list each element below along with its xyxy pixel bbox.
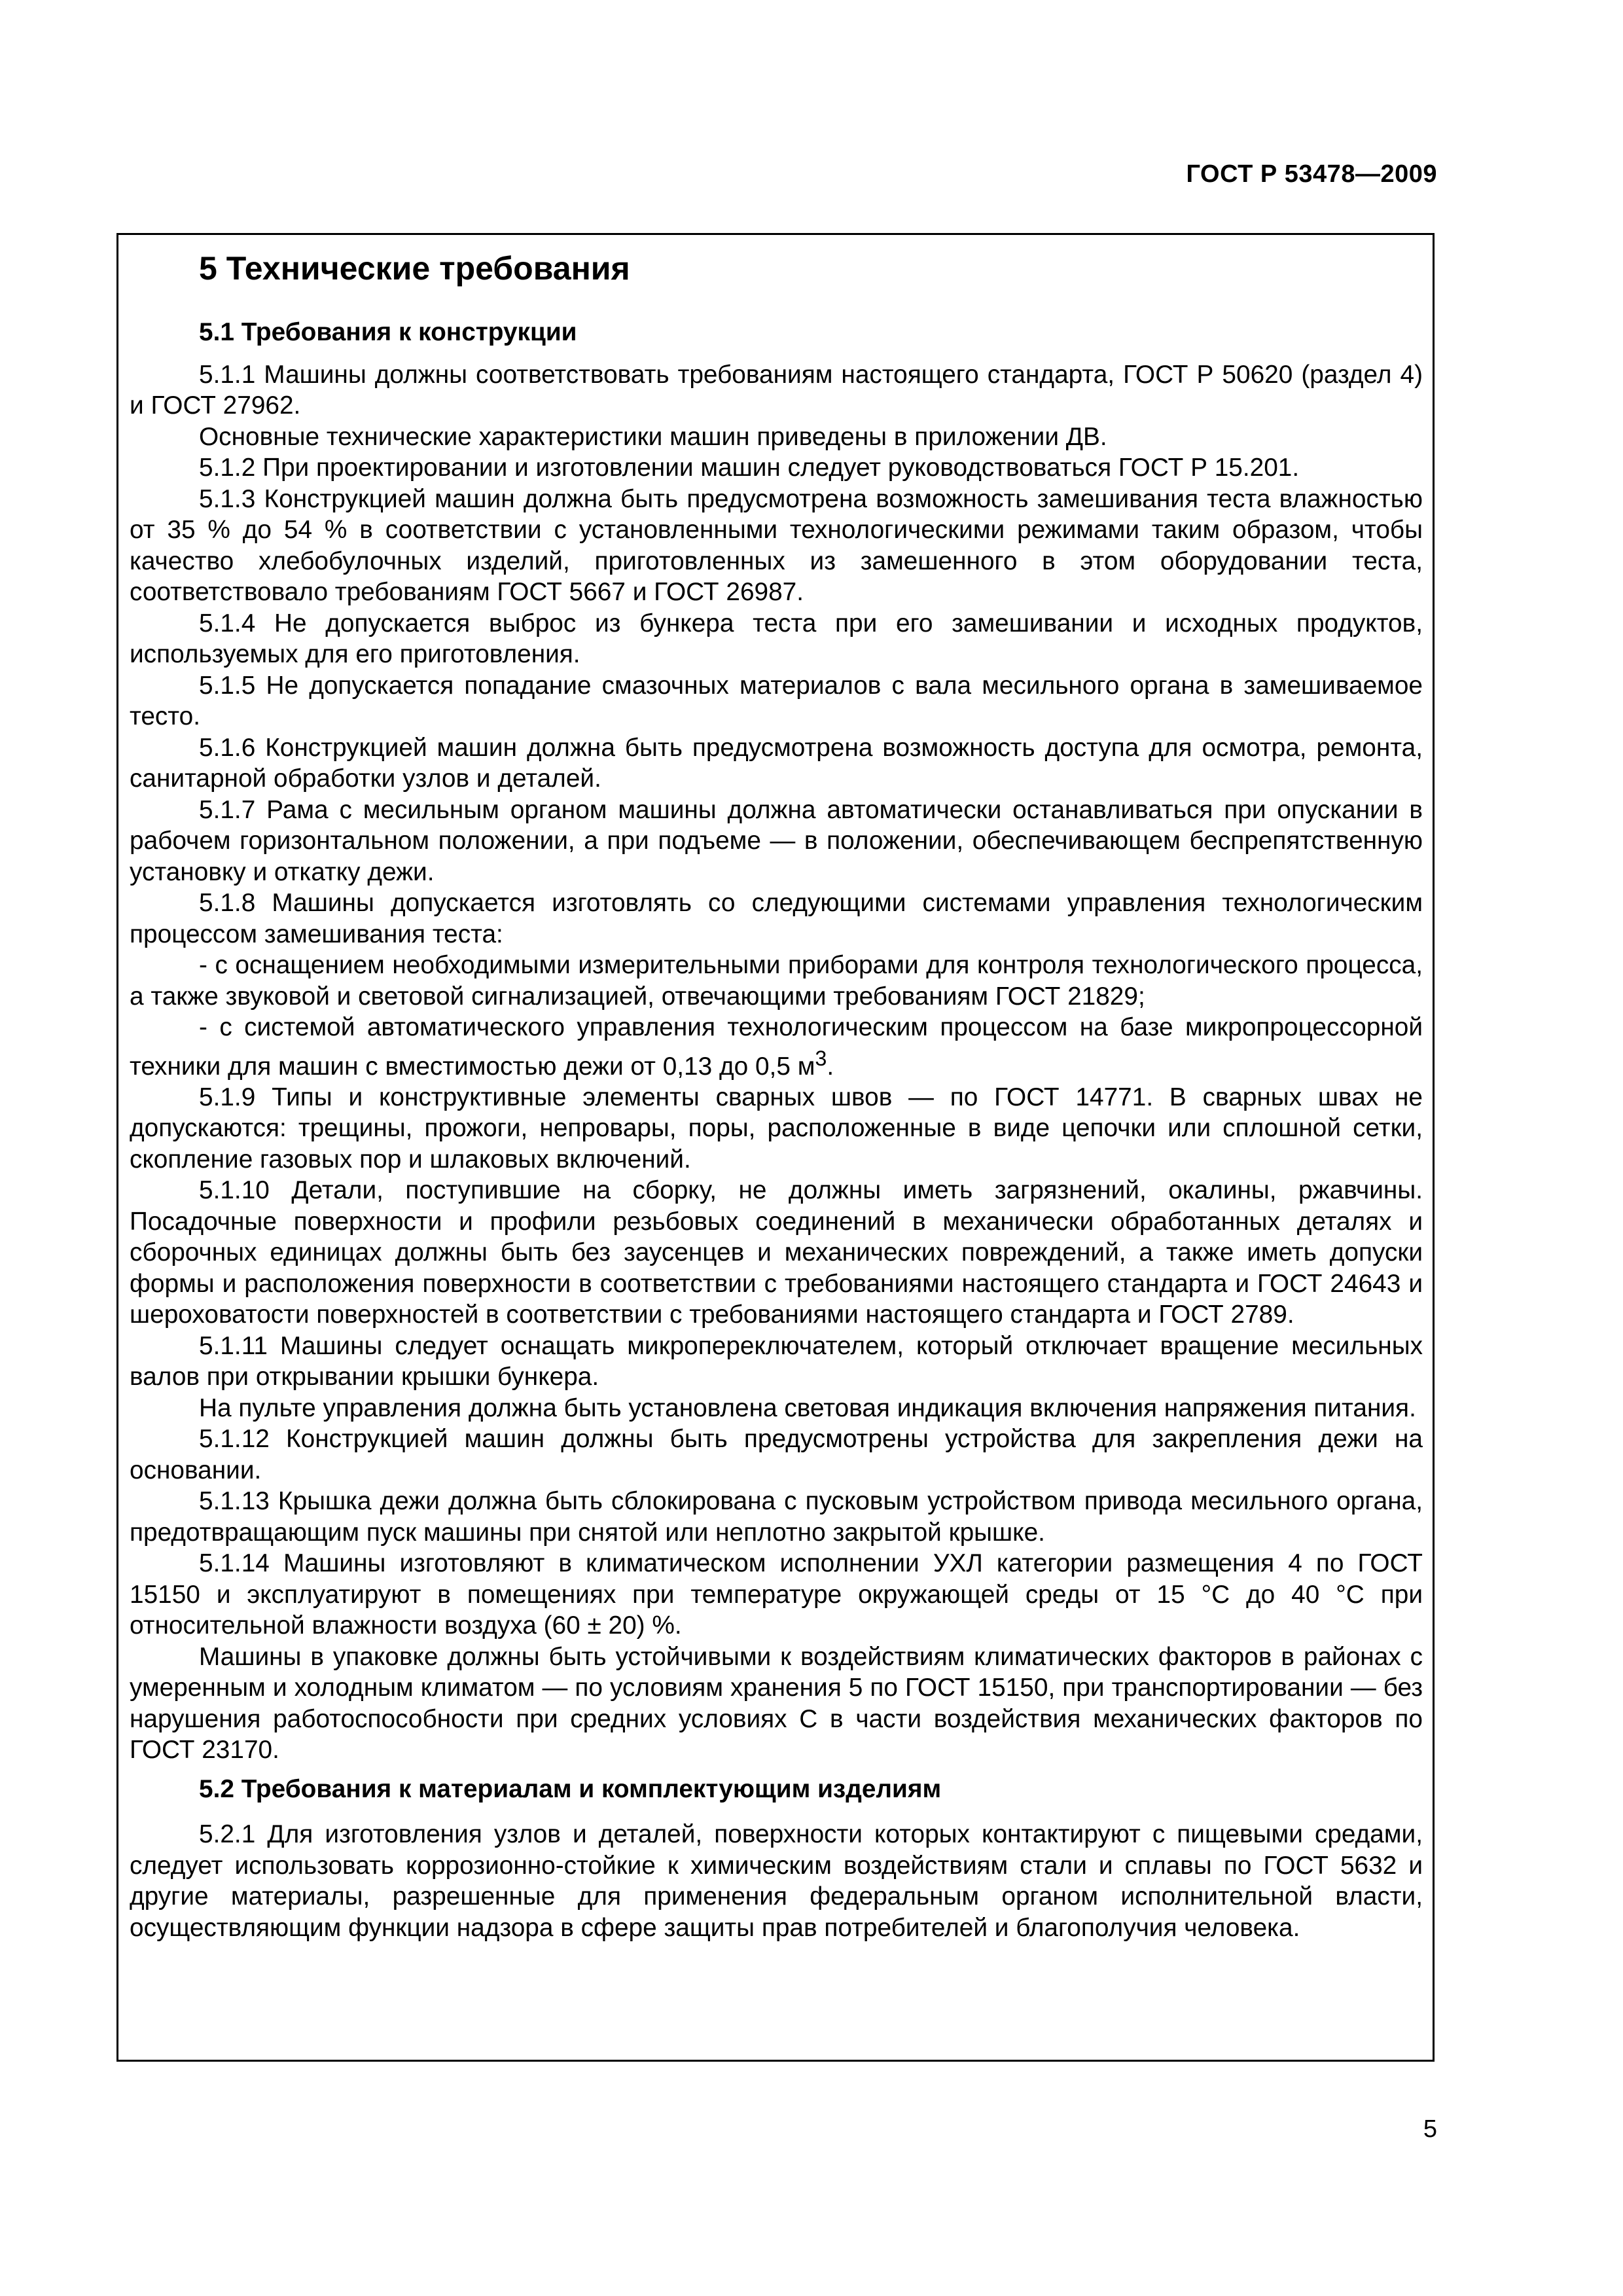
paragraph-appendix-ref: Основные технические характеристики машин приведены в приложении ДВ. <box>199 422 1107 451</box>
list-item-automatic-control-text: - с системой автоматического управления технологическим процессом на базе микропроцессорной техники для машин с вместимостью дежи от 0,13 до 0,5 м <box>130 1013 1423 1081</box>
list-item-automatic-control <box>130 1012 1423 1082</box>
paragraph-5-1-2: 5.1.2 При проектировании и изготовлении машин следует руководствоваться ГОСТ Р 15.201. <box>199 454 1300 482</box>
page-number: 5 <box>1423 2115 1437 2143</box>
paragraph-control-panel: На пульте управления должна быть установлена световая индикация включения напряжения питания. <box>199 1393 1416 1422</box>
paragraph-5-1-13: 5.1.13 Крышка дежи должна быть сблокирована с пусковым устройством привода месильного органа, предотвращающим пуск машины при снятой или неплотно закрытой крышке. <box>130 1487 1423 1547</box>
paragraph-5-1-5: 5.1.5 Не допускается попадание смазочных материалов с вала месильного органа в замешиваемое тесто. <box>130 671 1423 730</box>
paragraph-5-1-6: 5.1.6 Конструкцией машин должна быть предусмотрена возможность доступа для осмотра, ремонта, санитарной обработки узлов и деталей. <box>130 733 1423 793</box>
section-title: 5 Технические требования <box>199 250 630 287</box>
paragraph-5-1-10: 5.1.10 Детали, поступившие на сборку, не должны иметь загрязнений, окалины, ржавчины. Посадочные поверхности и профили резьбовых соединений в механически обработанных деталях и сборочных единицах должны быть без заусенцев и механических повреждений, а также иметь допуски формы и расположения поверхности в соответствии с требованиями настоящего стандарта и ГОСТ 24643 и шероховатости поверхностей в соответствии с требованиями настоящего стандарта и ГОСТ 2789. <box>130 1176 1423 1329</box>
subsection-title-5-1: 5.1 Требования к конструкции <box>199 318 577 346</box>
section-content <box>130 249 1423 1943</box>
paragraph-5-1-7: 5.1.7 Рама с месильным органом машины должна автоматически останавливаться при опускании в рабочем горизонтальном положении, а при подъеме — в положении, обеспечивающем беспрепятственную установку и откатку дежи. <box>130 795 1423 886</box>
list-item-measuring-instruments: - с оснащением необходимыми измерительными приборами для контроля технологического процесса, а также звуковой и световой сигнализацией, отвечающими требованиям ГОСТ 21829; <box>130 951 1423 1011</box>
list-item-automatic-control-end: . <box>827 1052 834 1081</box>
paragraph-5-1-3: 5.1.3 Конструкцией машин должна быть предусмотрена возможность замешивания теста влажностью от 35 % до 54 % в соответствии с установленными технологическими режимами таким образом, чтобы качество хлебобулочных изделий, приготовленных из замешенного в этом оборудовании теста, соответствовало требованиям ГОСТ 5667 и ГОСТ 26987. <box>130 484 1423 606</box>
document-id: ГОСТ Р 53478—2009 <box>1186 160 1437 188</box>
paragraph-5-2-1: 5.2.1 Для изготовления узлов и деталей, поверхности которых контактируют с пищевыми средами, следует использовать коррозионно-стойкие к химическим воздействиям стали и сплавы по ГОСТ 5632 и другие материалы, разрешенные для применения федеральным органом исполнительной власти, осуществляющим функции надзора в сфере защиты прав потребителей и благополучия человека. <box>130 1820 1423 1942</box>
paragraph-5-1-11: 5.1.11 Машины следует оснащать микропереключателем, который отключает вращение месильных валов при открывании крышки бункера. <box>130 1331 1423 1391</box>
paragraph-5-1-12: 5.1.12 Конструкцией машин должны быть предусмотрены устройства для закрепления дежи на основании. <box>130 1425 1423 1484</box>
paragraph-5-1-8: 5.1.8 Машины допускается изготовлять со следующими системами управления технологическим процессом замешивания теста: <box>130 889 1423 948</box>
subsection-title-5-2: 5.2 Требования к материалам и комплектующим изделиям <box>199 1774 942 1803</box>
paragraph-5-1-1: 5.1.1 Машины должны соответствовать требованиям настоящего стандарта, ГОСТ Р 50620 (раздел 4) и ГОСТ 27962. <box>130 360 1423 420</box>
superscript-exponent: 3 <box>815 1046 827 1070</box>
paragraph-5-1-4: 5.1.4 Не допускается выброс из бункера теста при его замешивании и исходных продуктов, используемых для его приготовления. <box>130 609 1423 668</box>
paragraph-5-1-9: 5.1.9 Типы и конструктивные элементы сварных швов — по ГОСТ 14771. В сварных швах не допускаются: трещины, прожоги, непровары, поры, расположенные в виде цепочки или сплошной сетки, скопление газовых пор и шлаковых включений. <box>130 1083 1423 1174</box>
paragraph-5-1-14: 5.1.14 Машины изготовляют в климатическом исполнении УХЛ категории размещения 4 по ГОСТ 15150 и эксплуатируют в помещениях при температуре окружающей среды от 15 °С до 40 °С при относительной влажности воздуха (60 ± 20) %. <box>130 1549 1423 1640</box>
paragraph-packaging: Машины в упаковке должны быть устойчивыми к воздействиям климатических факторов в районах с умеренным и холодным климатом — по условиям хранения 5 по ГОСТ 15150, при транспортировании — без нарушения работоспособности при средних условиях С в части воздействия механических факторов по ГОСТ 23170. <box>130 1642 1423 1765</box>
